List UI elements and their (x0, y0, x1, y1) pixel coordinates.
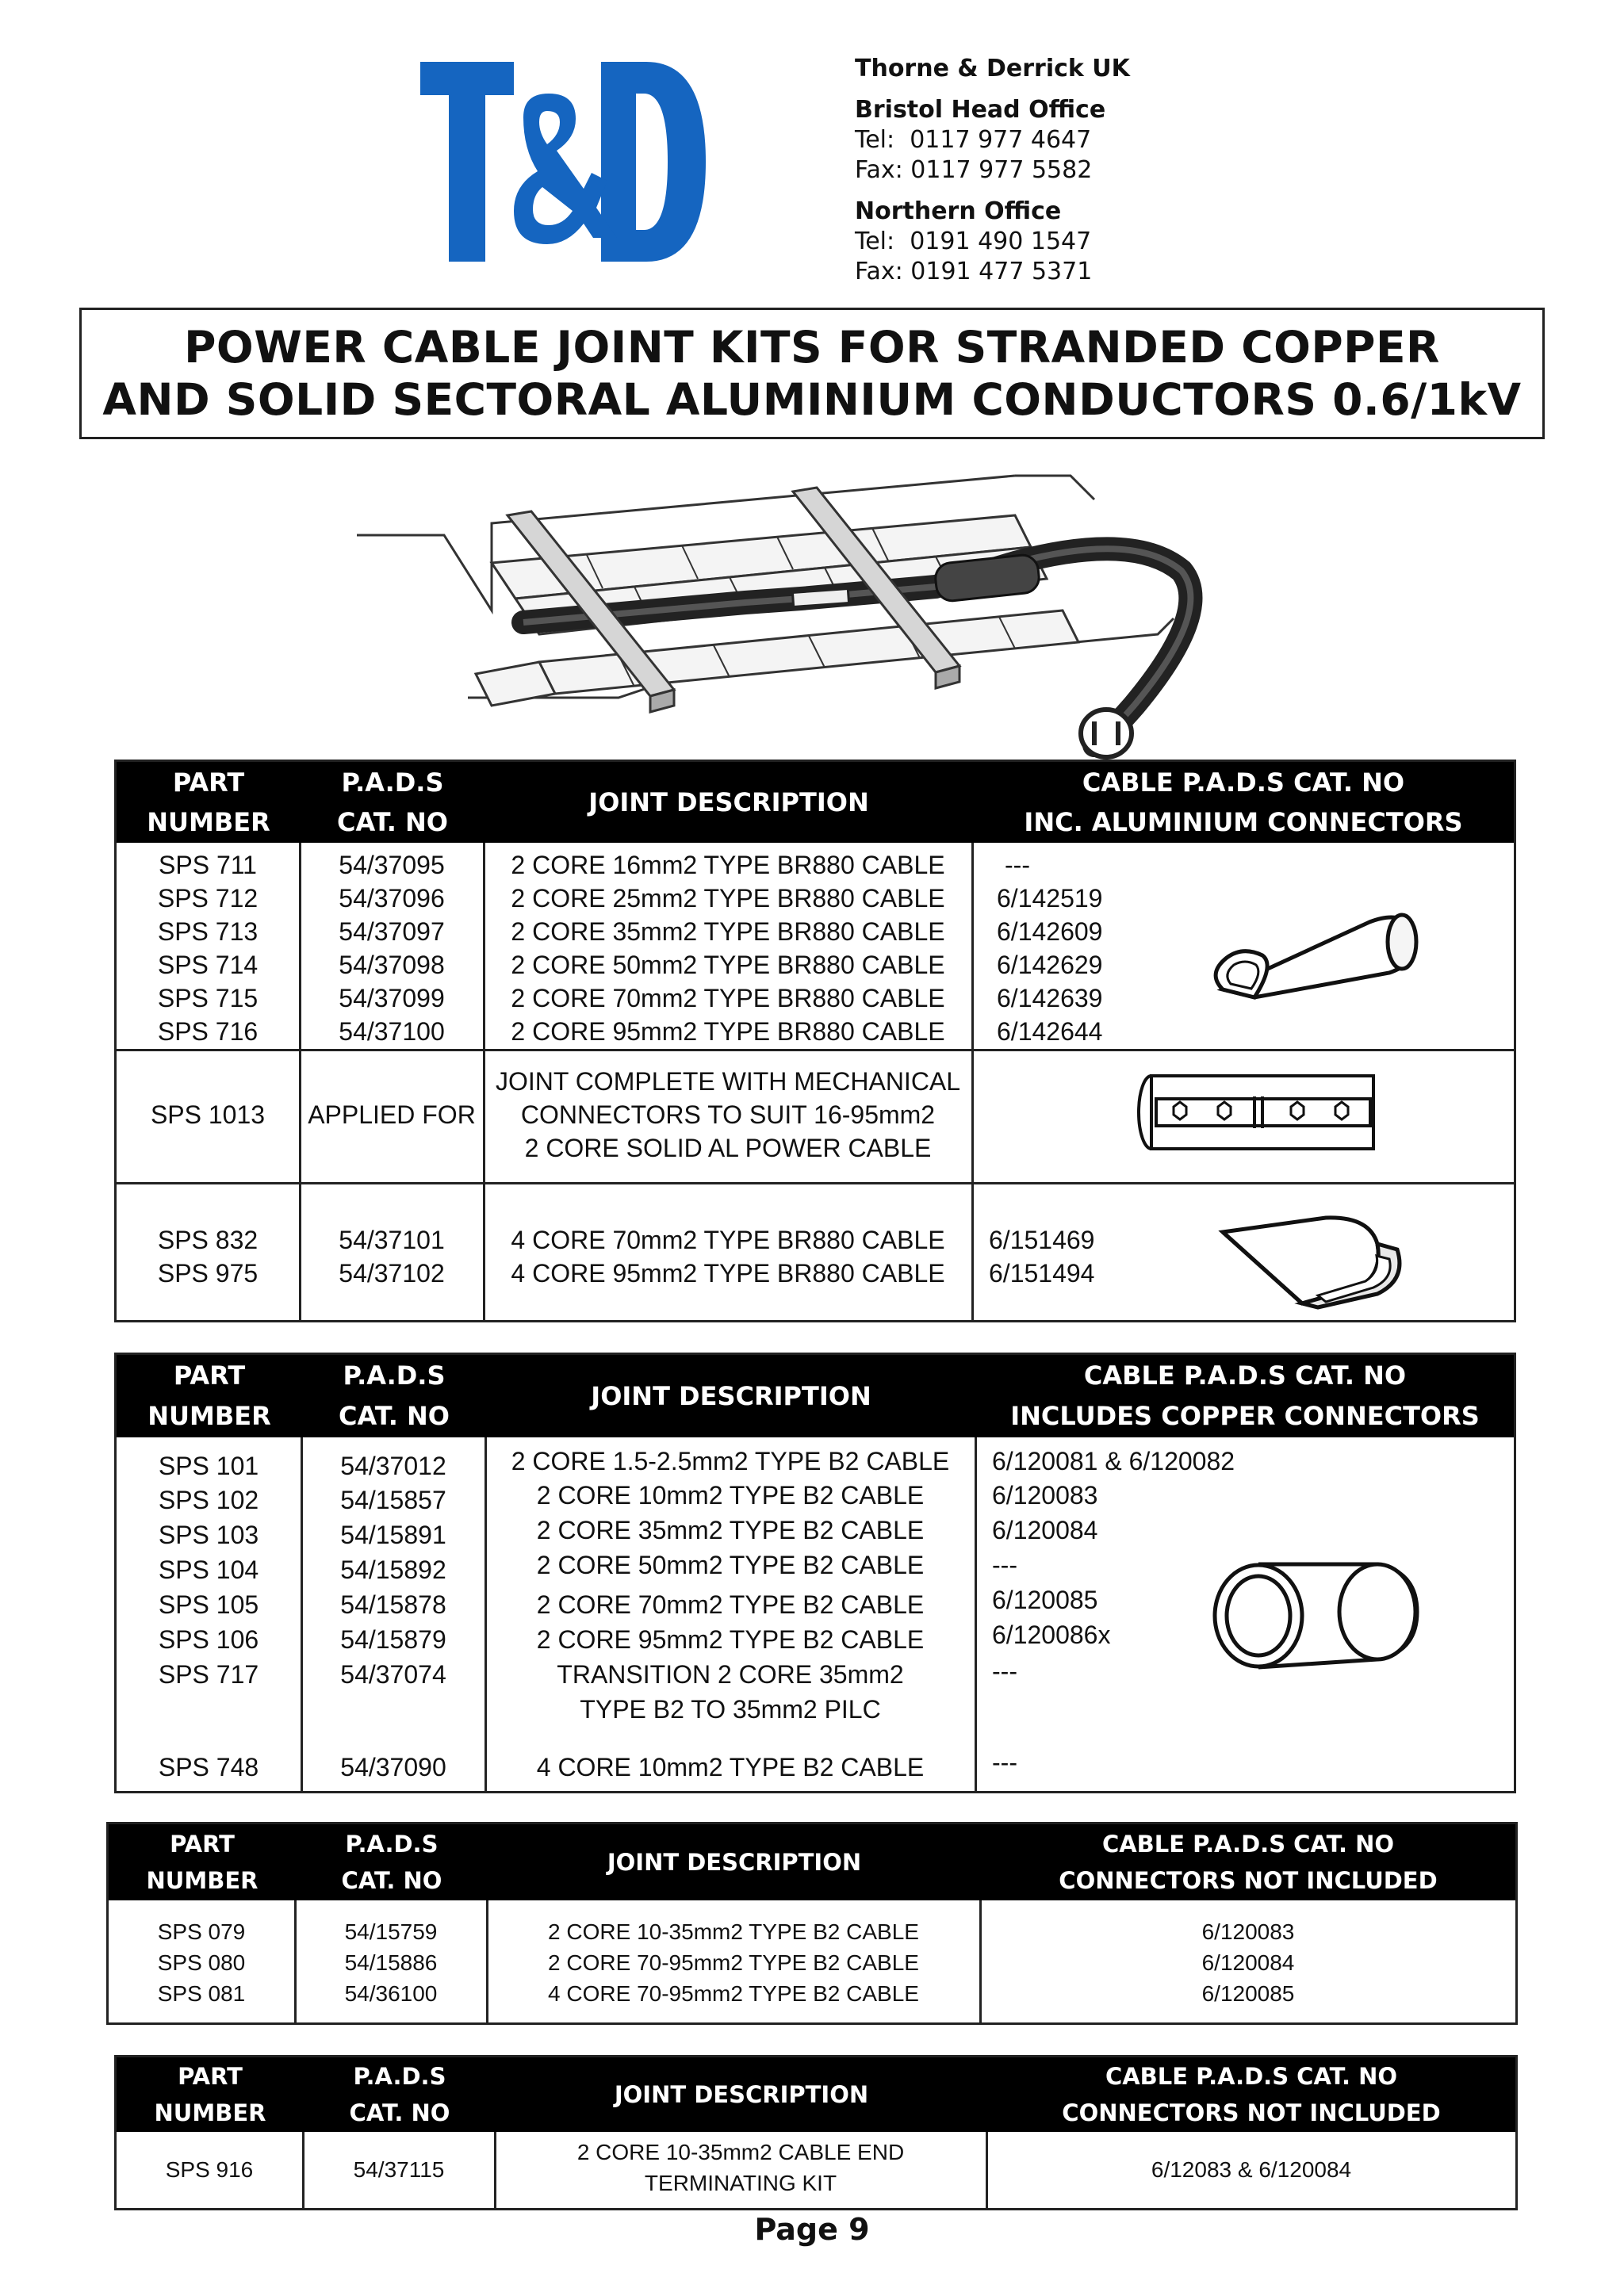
header-cat-no: CAT. NO (341, 1867, 442, 1894)
cable-cat-no: 6/12083 & 6/120084 (1151, 2157, 1352, 2182)
cable-cat-no: --- (992, 1551, 1017, 1579)
pads-cat-no: 54/15886 (344, 1950, 438, 1975)
joint-description-line-2: CONNECTORS TO SUIT 16-95mm2 (520, 1100, 936, 1129)
pads-cat-no: 54/37096 (339, 884, 445, 913)
table-row (117, 1017, 1514, 1050)
cable-cat-no: 6/120085 (992, 1586, 1098, 1614)
pads-cat-no: 54/37102 (339, 1259, 445, 1288)
header-cable-sub: INCLUDES COPPER CONNECTORS (1010, 1401, 1480, 1431)
pads-cat-no: 54/15879 (340, 1625, 446, 1654)
round-sleeve-image (1211, 1556, 1425, 1675)
joint-description-line-1: 2 CORE 10-35mm2 CABLE END (576, 2140, 905, 2164)
header-cable-sub: INC. ALUMINIUM CONNECTORS (1024, 807, 1463, 837)
mechanical-connector-image (1136, 1069, 1381, 1156)
header-part: PART (173, 1360, 246, 1391)
part-number: SPS 104 (158, 1556, 259, 1584)
joint-description-line-3: 2 CORE SOLID AL POWER CABLE (524, 1134, 932, 1162)
joint-description-line-1: JOINT COMPLETE WITH MECHANICAL (495, 1067, 961, 1096)
contact-block (855, 54, 1130, 287)
pads-cat-no: 54/37012 (340, 1452, 446, 1480)
joint-description-line-2: TYPE B2 TO 35mm2 PILC (580, 1695, 881, 1724)
cable-cat-no: 6/120086x (992, 1621, 1111, 1649)
joint-description: 4 CORE 70mm2 TYPE BR880 CABLE (511, 1226, 945, 1254)
header-cat-no: CAT. NO (338, 1401, 450, 1431)
header-joint-description: JOINT DESCRIPTION (614, 2081, 869, 2108)
header-pads: P.A.D.S (341, 767, 444, 798)
joint-description: 2 CORE 50mm2 TYPE BR880 CABLE (511, 951, 945, 979)
cable-cat-no: 6/142609 (997, 917, 1103, 946)
group-br880-2core (117, 843, 1514, 1049)
northern-fax: Fax: 0191 477 5371 (855, 258, 1093, 285)
header-part: PART (178, 2063, 243, 2090)
cable-cat-no: 6/142519 (997, 884, 1103, 913)
joint-description: 2 CORE 10mm2 TYPE B2 CABLE (536, 1481, 925, 1510)
joint-description: 2 CORE 35mm2 TYPE BR880 CABLE (511, 917, 945, 946)
bristol-office-label: Bristol Head Office (855, 96, 1106, 124)
pads-cat-no: 54/37099 (339, 984, 445, 1012)
joint-description: 2 CORE 95mm2 TYPE B2 CABLE (536, 1625, 925, 1654)
header-cable-sub: CONNECTORS NOT INCLUDED (1062, 2099, 1441, 2126)
header-pads: P.A.D.S (343, 1360, 446, 1391)
d-shaped-sleeve-image (1199, 898, 1437, 1009)
header-pads: P.A.D.S (353, 2063, 446, 2090)
pads-cat-no: 54/37095 (339, 851, 445, 879)
part-number: SPS 717 (158, 1660, 259, 1689)
part-number: SPS 106 (158, 1625, 259, 1654)
part-number: SPS 716 (157, 1017, 259, 1046)
pads-cat-no: APPLIED FOR (308, 1100, 476, 1129)
cable-cat-no: 6/142629 (997, 951, 1103, 979)
joint-description: 4 CORE 70-95mm2 TYPE B2 CABLE (548, 1981, 919, 2006)
header-part: PART (170, 1831, 235, 1858)
pads-cat-no: 54/15891 (340, 1521, 446, 1549)
joint-description: 2 CORE 10-35mm2 TYPE B2 CABLE (548, 1919, 919, 1944)
header-cat-no: CAT. NO (336, 807, 448, 837)
part-number: SPS 975 (157, 1259, 259, 1288)
cable-cat-no: --- (992, 1657, 1017, 1686)
part-number: SPS 081 (157, 1981, 246, 2006)
header-joint-description: JOINT DESCRIPTION (591, 1380, 871, 1411)
page-title-box (79, 308, 1545, 439)
not-included-rows (109, 1900, 1515, 2022)
pads-cat-no: 54/37115 (353, 2157, 445, 2182)
header-joint-description: JOINT DESCRIPTION (588, 787, 869, 817)
pads-cat-no: 54/37101 (339, 1226, 445, 1254)
company-name: Thorne & Derrick UK (855, 55, 1130, 82)
sectoral-sleeve-image (1207, 1200, 1421, 1311)
header-number: NUMBER (147, 807, 270, 837)
header-cat-no: CAT. NO (349, 2099, 450, 2126)
page-number: Page 9 (754, 2212, 870, 2247)
northern-office-label: Northern Office (855, 197, 1062, 225)
page-title-line-1: POWER CABLE JOINT KITS FOR STRANDED COPPER (184, 322, 1440, 373)
header-cable-pads: CABLE P.A.D.S CAT. NO (1105, 2063, 1398, 2090)
joint-description: 4 CORE 10mm2 TYPE B2 CABLE (536, 1753, 925, 1781)
joint-description: 2 CORE 16mm2 TYPE BR880 CABLE (511, 851, 945, 879)
header-cable-pads: CABLE P.A.D.S CAT. NO (1101, 1831, 1395, 1858)
header-cable-sub: CONNECTORS NOT INCLUDED (1059, 1867, 1438, 1894)
header-cable-pads: CABLE P.A.D.S CAT. NO (1082, 767, 1405, 798)
cable-cat-no: 6/120084 (992, 1516, 1098, 1544)
part-number: SPS 713 (157, 917, 259, 946)
part-number: SPS 101 (158, 1452, 259, 1480)
cable-cat-no: --- (992, 1748, 1017, 1777)
table-row (117, 2132, 1515, 2208)
table-row (117, 851, 1514, 884)
joint-description: 2 CORE 70mm2 TYPE B2 CABLE (536, 1590, 925, 1619)
header-number: NUMBER (154, 2099, 266, 2126)
header-number: NUMBER (146, 1867, 259, 1894)
joint-description: 4 CORE 95mm2 TYPE BR880 CABLE (511, 1259, 945, 1288)
part-number: SPS 712 (157, 884, 259, 913)
cable-cat-no: 6/120085 (1201, 1981, 1295, 2006)
cable-cat-no: --- (1005, 851, 1030, 879)
cable-trench-illustration (333, 452, 1459, 761)
cable-cat-no: 6/120083 (992, 1481, 1098, 1510)
cable-cat-no: 6/142639 (997, 984, 1103, 1012)
pads-cat-no: 54/15857 (340, 1486, 446, 1514)
table-header (117, 762, 1514, 843)
cable-cat-no: 6/151494 (989, 1259, 1095, 1288)
cable-cat-no: 6/151469 (989, 1226, 1095, 1254)
pads-cat-no: 54/37100 (339, 1017, 445, 1046)
joint-description: 2 CORE 70-95mm2 TYPE B2 CABLE (548, 1950, 919, 1975)
cable-cat-no: 6/120081 & 6/120082 (992, 1447, 1235, 1475)
pads-cat-no: 54/15892 (340, 1556, 446, 1584)
joint-description: 2 CORE 70mm2 TYPE BR880 CABLE (511, 984, 945, 1012)
joint-description: 2 CORE 1.5-2.5mm2 TYPE B2 CABLE (511, 1447, 950, 1475)
table-header (109, 1824, 1515, 1900)
header-cable-pads: CABLE P.A.D.S CAT. NO (1083, 1360, 1407, 1391)
joint-description: 2 CORE 95mm2 TYPE BR880 CABLE (511, 1017, 945, 1046)
pads-cat-no: 54/36100 (344, 1981, 438, 2006)
part-number: SPS 832 (157, 1226, 259, 1254)
part-number: SPS 1013 (150, 1100, 266, 1129)
part-number: SPS 079 (157, 1919, 246, 1944)
header-pads: P.A.D.S (345, 1831, 439, 1858)
pads-cat-no: 54/37074 (340, 1660, 446, 1689)
table-aluminium-connectors (114, 760, 1516, 1322)
joint-description: 2 CORE 35mm2 TYPE B2 CABLE (536, 1516, 925, 1544)
bristol-tel: Tel: 0117 977 4647 (855, 126, 1092, 154)
copper-rows (117, 1437, 1514, 1791)
joint-description-line-2: TERMINATING KIT (644, 2171, 837, 2195)
joint-description: 2 CORE 50mm2 TYPE B2 CABLE (536, 1551, 925, 1579)
cable-cat-no: 6/120083 (1201, 1919, 1295, 1944)
header-joint-description: JOINT DESCRIPTION (607, 1849, 862, 1876)
part-number: SPS 102 (158, 1486, 259, 1514)
joint-description: 2 CORE 25mm2 TYPE BR880 CABLE (511, 884, 945, 913)
table-header (117, 2057, 1515, 2132)
cable-cat-no: 6/142644 (997, 1017, 1103, 1046)
table-connectors-not-included-1 (106, 1822, 1518, 2025)
header-number: NUMBER (147, 1401, 271, 1431)
part-number: SPS 916 (165, 2157, 254, 2182)
part-number: SPS 080 (157, 1950, 246, 1975)
page-title-line-2: AND SOLID SECTORAL ALUMINIUM CONDUCTORS 0.6/1kV (102, 374, 1522, 425)
pads-cat-no: 54/15878 (340, 1590, 446, 1619)
part-number: SPS 715 (157, 984, 259, 1012)
part-number: SPS 714 (157, 951, 259, 979)
part-number: SPS 748 (158, 1753, 259, 1781)
northern-tel: Tel: 0191 490 1547 (855, 228, 1092, 255)
pads-cat-no: 54/37097 (339, 917, 445, 946)
joint-description: TRANSITION 2 CORE 35mm2 (557, 1660, 904, 1689)
table-header (117, 1355, 1514, 1437)
group-sps-1013 (117, 1051, 1514, 1182)
part-number: SPS 105 (158, 1590, 259, 1619)
header-part: PART (172, 767, 245, 798)
group-br880-4core (117, 1184, 1514, 1319)
pads-cat-no: 54/37090 (340, 1753, 446, 1781)
part-number: SPS 711 (159, 851, 257, 879)
table-copper-connectors (114, 1353, 1516, 1793)
part-number: SPS 103 (158, 1521, 259, 1549)
pads-cat-no: 54/15759 (344, 1919, 438, 1944)
pads-cat-no: 54/37098 (339, 951, 445, 979)
bristol-fax: Fax: 0117 977 5582 (855, 156, 1093, 184)
cable-cat-no: 6/120084 (1201, 1950, 1295, 1975)
td-logo (420, 62, 706, 262)
table-connectors-not-included-2 (114, 2055, 1518, 2210)
